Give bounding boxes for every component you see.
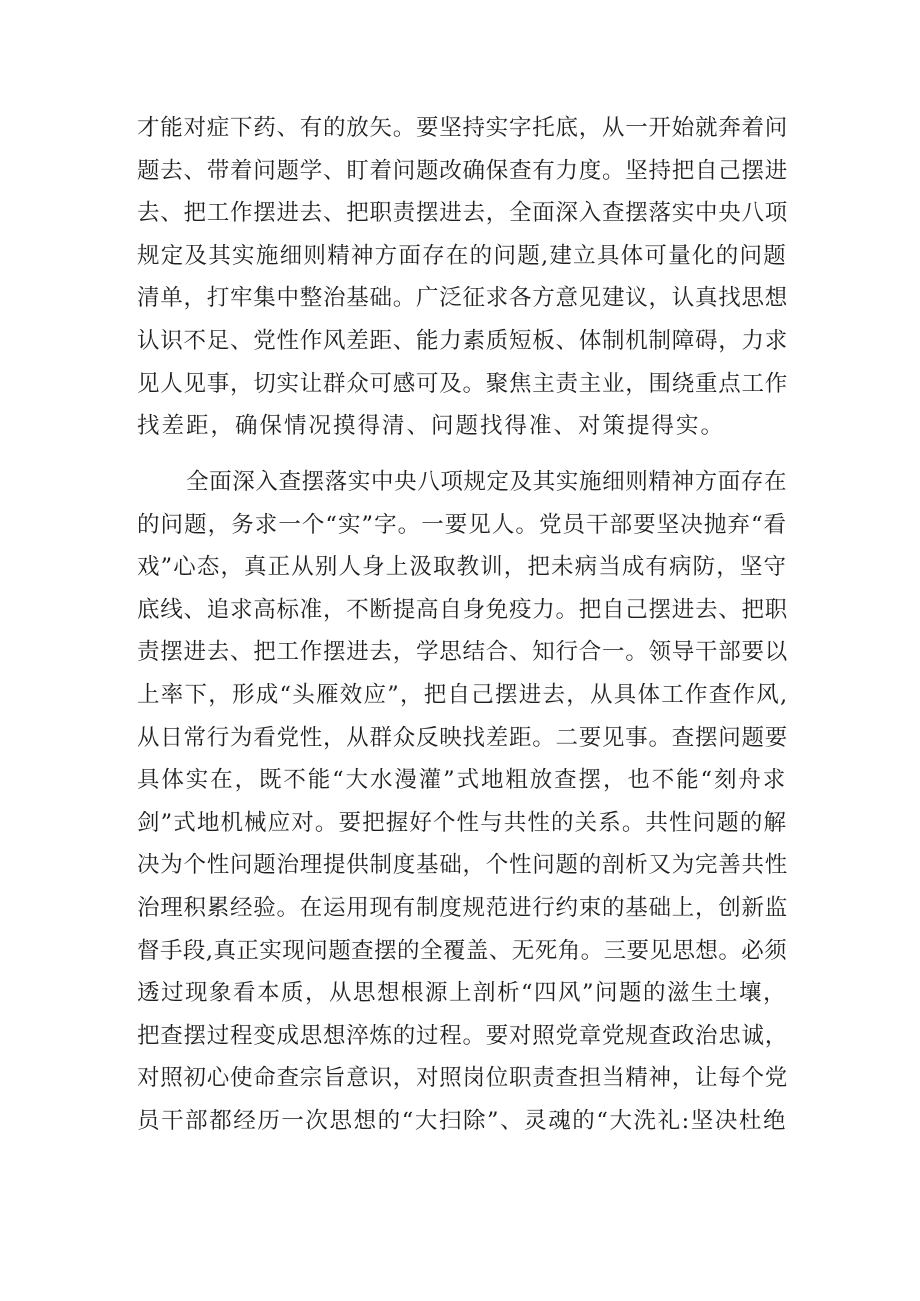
text-line: 员干部都经历一次思想的“大扫除”、灵魂的“大洗礼:坚决杜绝 [137, 1107, 787, 1134]
text-line: 对照初心使命查宗旨意识，对照岗位职责查担当精神，让每个党 [137, 1065, 789, 1092]
text-line: 戏”心态，真正从别人身上汲取教训，把未病当成有病防，坚守 [137, 554, 787, 581]
text-line: 决为个性问题治理提供制度基础，个性问题的剖析又为完善共性 [137, 852, 789, 879]
text-line: 剑”式地机械应对。要把握好个性与共性的关系。共性问题的解 [137, 809, 787, 836]
text-line: 认识不足、党性作风差距、能力素质短板、体制机制障碍，力求 [137, 327, 789, 354]
text-line: 从日常行为看党性，从群众反映找差距。二要见事。查摆问题要 [137, 724, 789, 751]
paragraph-2 [137, 461, 787, 1143]
text-line: 上率下，形成“头雁效应”，把自己摆进去，从具体工作查作风, [137, 681, 789, 708]
text-line: 治理积累经验。在运用现有制度规范进行约束的基础上，创新监 [137, 894, 789, 921]
paragraph-1 [137, 107, 787, 448]
text-line: 督手段,真正实现问题查摆的全覆盖、无死角。三要见思想。必须 [137, 937, 787, 964]
text-line: 全面深入查摆落实中央八项规定及其实施细则精神方面存在 [186, 469, 787, 495]
text-line: 责摆进去、把工作摆进去，学思结合、知行合一。领导干部要以 [137, 639, 789, 666]
text-line: 具体实在，既不能“大水漫灌”式地粗放查摆，也不能“刻舟求 [137, 767, 787, 794]
text-line: 去、把工作摆进去、把职责摆进去，全面深入查摆落实中央八项 [137, 200, 789, 227]
text-line: 底线、追求高标准，不断提高自身免疫力。把自己摆进去、把职 [137, 596, 789, 623]
text-line: 透过现象看本质，从思想根源上剖析“四风”问题的滋生土壤， [137, 980, 788, 1007]
text-line: 规定及其实施细则精神方面存在的问题,建立具体可量化的问题 [137, 242, 787, 269]
text-line: 把查摆过程变成思想淬炼的过程。要对照党章党规查政治忠诚， [137, 1022, 789, 1049]
text-line: 的问题，务求一个“实”字。一要见人。党员干部要坚决抛弃“看 [137, 511, 787, 538]
text-line: 清单，打牢集中整治基础。广泛征求各方意见建议，认真找思想 [137, 285, 789, 312]
text-line: 找差距，确保情况摸得清、问题找得准、对策提得实。 [137, 413, 726, 440]
text-line: 题去、带着问题学、盯着问题改确保查有力度。坚持把自己摆进 [137, 157, 789, 184]
text-line: 见人见事，切实让群众可感可及。聚焦主责主业，围绕重点工作 [137, 370, 789, 397]
text-line: 才能对症下药、有的放矢。要坚持实字托底，从一开始就奔着问 [137, 115, 789, 141]
